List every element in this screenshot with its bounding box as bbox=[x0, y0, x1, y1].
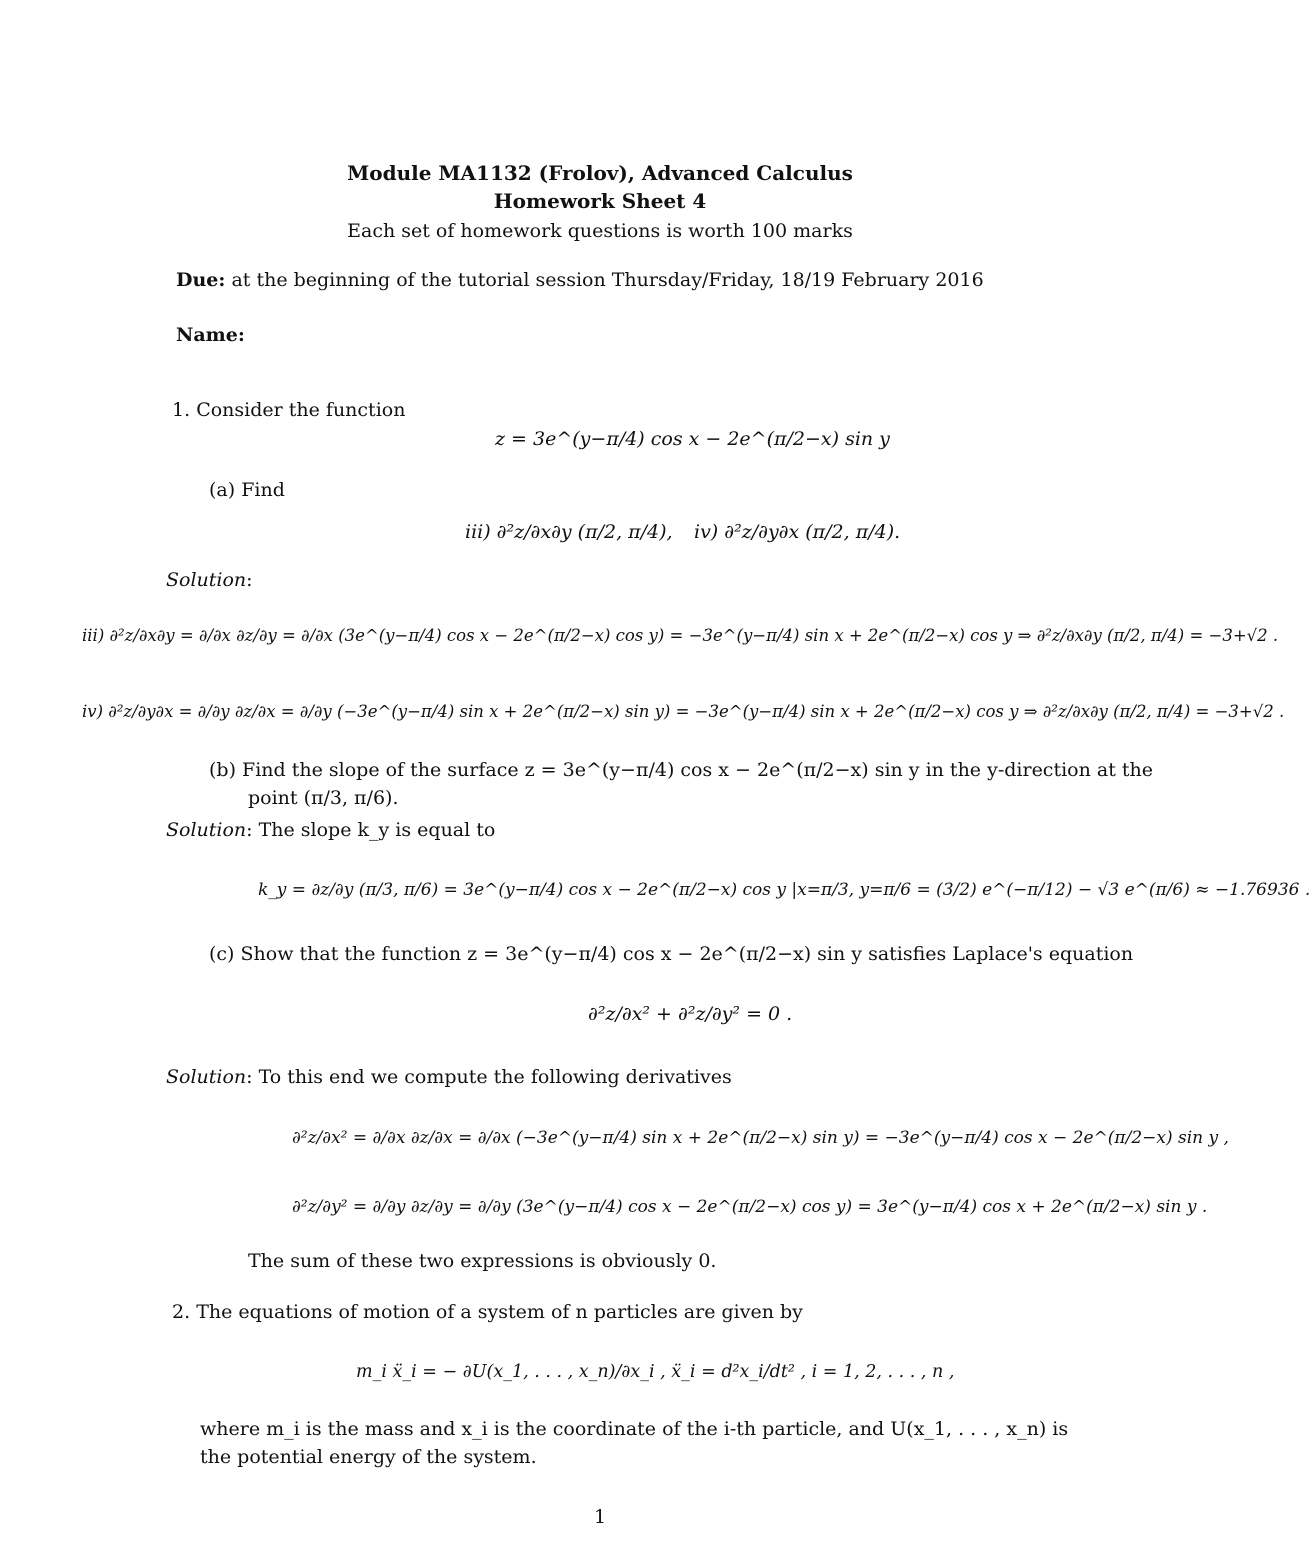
q2-text-2: the potential energy of the system. bbox=[200, 1446, 537, 1468]
q1a-label: (a) bbox=[209, 479, 236, 501]
q1a-line bbox=[209, 477, 285, 503]
q1c-solution-text: : To this end we compute the following derivatives bbox=[246, 1066, 732, 1088]
q1c-text: Show that the function z = 3e^(y−π/4) cos x − 2e^(π/2−x) sin y satisfies Laplace's equation bbox=[240, 943, 1134, 965]
q2-intro-text: The equations of motion of a system of n particles are given by bbox=[196, 1301, 803, 1323]
q1c-line bbox=[209, 941, 1133, 967]
q1a-solution-label: Solution: bbox=[166, 569, 253, 591]
q1a-solution-iv: iv) ∂²z/∂y∂x = ∂/∂y ∂z/∂x = ∂/∂y (−3e^(y−π/4) sin x + 2e^(π/2−x) sin y) = −3e^(y−π/4) sin x + 2e^(π/2−x) cos y ⇒ ∂²z/∂x∂y (π/2, π/4) = −3+√2 . bbox=[82, 702, 1285, 721]
name-field: Name: bbox=[176, 324, 245, 346]
q1a-expr-iv: iv) ∂²z/∂y∂x (π/2, π/4). bbox=[694, 521, 901, 543]
q1c-solution bbox=[166, 1064, 732, 1090]
q1b-solution-label: Solution bbox=[166, 819, 247, 841]
due-label: Due: bbox=[176, 269, 226, 291]
q2-intro bbox=[172, 1299, 803, 1325]
q2-number: 2. bbox=[172, 1301, 191, 1323]
q1c-solution-label: Solution bbox=[166, 1066, 247, 1088]
due-text: at the beginning of the tutorial session Thursday/Friday, 18/19 February 2016 bbox=[231, 269, 984, 291]
q1c-conclusion: The sum of these two expressions is obviously 0. bbox=[248, 1250, 717, 1272]
q1b-text-2: point (π/3, π/6). bbox=[248, 787, 399, 809]
q1c-label: (c) bbox=[209, 943, 235, 965]
q1c-laplace: ∂²z/∂x² + ∂²z/∂y² = 0 . bbox=[588, 1003, 793, 1025]
q1c-d2x: ∂²z/∂x² = ∂/∂x ∂z/∂x = ∂/∂x (−3e^(y−π/4) sin x + 2e^(π/2−x) sin y) = −3e^(y−π/4) cos x − 2e^(π/2−x) sin y , bbox=[292, 1128, 1229, 1148]
due-line bbox=[176, 267, 984, 293]
q1c-d2y: ∂²z/∂y² = ∂/∂y ∂z/∂y = ∂/∂y (3e^(y−π/4) cos x − 2e^(π/2−x) cos y) = 3e^(y−π/4) cos x + 2e^(π/2−x) sin y . bbox=[292, 1197, 1208, 1217]
q1b-solution bbox=[166, 817, 495, 843]
page-subtitle: Homework Sheet 4 bbox=[493, 189, 707, 213]
page-number: 1 bbox=[593, 1506, 607, 1528]
page-title: Module MA1132 (Frolov), Advanced Calculus bbox=[347, 161, 853, 185]
q1a-solution-iii: iii) ∂²z/∂x∂y = ∂/∂x ∂z/∂y = ∂/∂x (3e^(y−π/4) cos x − 2e^(π/2−x) cos y) = −3e^(y−π/4) sin x + 2e^(π/2−x) cos y ⇒ ∂²z/∂x∂y (π/2, π/4) = −3+√2 . bbox=[82, 626, 1279, 645]
q1b-label: (b) bbox=[209, 759, 236, 781]
q1a-text: Find bbox=[241, 479, 285, 501]
q1-number: 1. bbox=[172, 399, 191, 421]
q1-function: z = 3e^(y−π/4) cos x − 2e^(π/2−x) sin y bbox=[495, 428, 890, 450]
q1b-formula: k_y = ∂z/∂y (π/3, π/6) = 3e^(y−π/4) cos x − 2e^(π/2−x) cos y |x=π/3, y=π/6 = (3/2) e^(−π/12) − √3 e^(π/6) ≈ −1.76936 . bbox=[258, 880, 1310, 900]
q1-intro-text: Consider the function bbox=[196, 399, 406, 421]
q2-text-1: where m_i is the mass and x_i is the coordinate of the i-th particle, and U(x_1, . . . , x_n) is bbox=[200, 1418, 1069, 1440]
q1b-text-1: Find the slope of the surface z = 3e^(y−π/4) cos x − 2e^(π/2−x) sin y in the y-direction at the bbox=[242, 759, 1153, 781]
marks-note: Each set of homework questions is worth 100 marks bbox=[347, 220, 853, 242]
q2-equation: m_i ẍ_i = − ∂U(x_1, . . . , x_n)/∂x_i , ẍ_i = d²x_i/dt² , i = 1, 2, . . . , n , bbox=[356, 1362, 955, 1382]
q1b-line bbox=[209, 757, 1153, 783]
q1b-solution-text: : The slope k_y is equal to bbox=[246, 819, 496, 841]
q1a-expr-iii: iii) ∂²z/∂x∂y (π/2, π/4), bbox=[465, 521, 673, 543]
q1-intro bbox=[172, 397, 405, 423]
